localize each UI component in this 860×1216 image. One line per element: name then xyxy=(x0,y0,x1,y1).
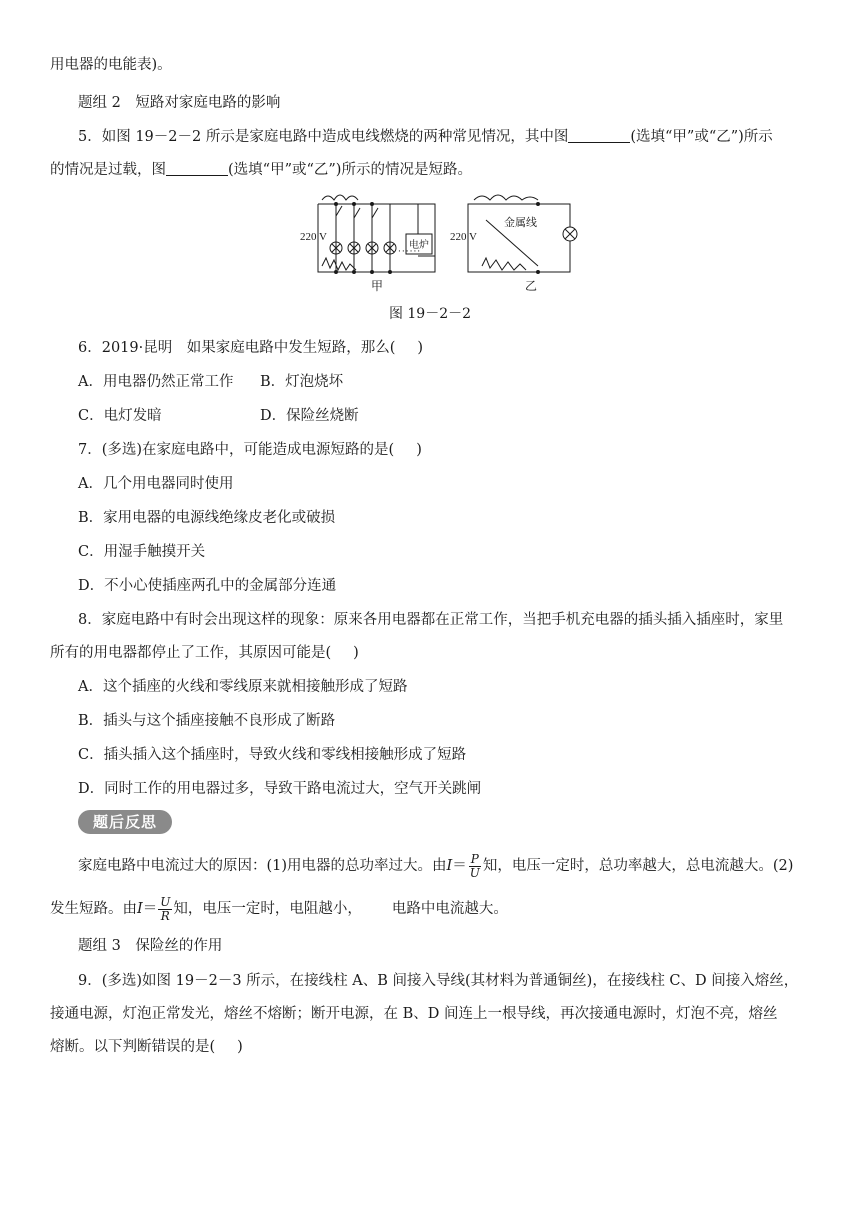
formula-i-1: I xyxy=(446,858,453,874)
fraction-u-over-r xyxy=(158,896,172,923)
figure-caption: 图 19－2－2 xyxy=(388,306,472,322)
q5-line2 xyxy=(50,160,472,180)
q5-text-c: 的情况是过载，图 xyxy=(50,162,166,178)
q9-line2: 接通电源，灯泡正常发光，熔丝不熔断；断开电源，在 B、D 间连上一根导线，再次接通电源时，灯泡不亮，熔丝 xyxy=(50,1006,778,1022)
yi-label: 乙 xyxy=(525,279,538,293)
q5-text-b: (选填“甲”或“乙”)所示 xyxy=(630,129,773,145)
reflection-line1 xyxy=(78,852,793,880)
group3-title: 题组 3 保险丝的作用 xyxy=(78,938,223,954)
fraction-denominator-u: U xyxy=(469,865,480,880)
q7-option-a[interactable]: A．几个用电器同时使用 xyxy=(78,476,234,492)
q8-line1: 8．家庭电路中有时会出现这样的现象：原来各用电器都在正常工作，当把手机充电器的插头插入插座时，家里 xyxy=(78,612,784,628)
q8-option-d[interactable]: D．同时工作的用电器过多，导致干路电流过大，空气开关跳闸 xyxy=(78,781,482,797)
reflection-line2 xyxy=(50,895,508,923)
q6-option-d[interactable]: D．保险丝烧断 xyxy=(260,408,359,424)
q9-stem-text: 熔断。以下判断错误的是( xyxy=(50,1039,216,1055)
reflection-badge: 题后反思 xyxy=(78,810,172,834)
q6-stem-end: ) xyxy=(417,340,424,356)
q9-line3 xyxy=(50,1037,243,1057)
q5-line1 xyxy=(78,127,773,147)
q6-stem xyxy=(78,338,423,358)
yi-voltage: 220 V xyxy=(450,231,477,243)
q5-text-a: 5．如图 19－2－2 所示是家庭电路中造成电线燃烧的两种常见情况，其中图 xyxy=(78,129,569,145)
group2-title: 题组 2 短路对家庭电路的影响 xyxy=(78,95,281,111)
q6-option-b[interactable]: B．灯泡烧坏 xyxy=(260,374,344,390)
reflection-text-2c: 电路中电流越大。 xyxy=(391,901,508,917)
q7-option-d[interactable]: D．不小心使插座两孔中的金属部分连通 xyxy=(78,578,337,594)
yi-frame xyxy=(468,204,570,272)
q6-option-c[interactable]: C．电灯发暗 xyxy=(78,408,162,424)
q6-option-a[interactable]: A．用电器仍然正常工作 xyxy=(78,374,234,390)
q8-option-c[interactable]: C．插头插入这个插座时，导致火线和零线相接触形成了短路 xyxy=(78,747,467,763)
reflection-text-1a: 家庭电路中电流过大的原因：(1)用电器的总功率过大。由 xyxy=(78,858,447,874)
reflection-text-1b: 知，电压一定时，总功率越大，总电流越大。(2) xyxy=(482,858,794,874)
fraction-numerator-p: P xyxy=(470,851,479,866)
q7-stem-text: 7．(多选)在家庭电路中，可能造成电源短路的是( xyxy=(78,442,395,458)
q5-blank-1[interactable] xyxy=(568,128,630,143)
q9-stem-end: ) xyxy=(237,1039,243,1055)
reflection-text-2b: 知，电压一定时，电阻越小， xyxy=(173,901,362,917)
jia-voltage: 220 V xyxy=(300,231,327,243)
q8-option-b[interactable]: B．插头与这个插座接触不良形成了断路 xyxy=(78,713,336,729)
fraction-denominator-r: R xyxy=(160,908,170,923)
stove-label: 电炉 xyxy=(409,240,429,251)
q5-blank-2[interactable] xyxy=(166,161,228,176)
q6-stem-text: 6．2019·昆明 如果家庭电路中发生短路，那么( xyxy=(78,340,396,356)
fraction-numerator-u: U xyxy=(160,894,171,909)
q5-text-d: (选填“甲”或“乙”)所示的情况是短路。 xyxy=(228,162,472,178)
q9-line1: 9．(多选)如图 19－2－3 所示，在接线柱 A、B 间接入导线(其材料为普通铜丝)，在接线柱 C、D 间接入熔丝， xyxy=(78,973,799,989)
reflection-text-2a: 发生短路。由 xyxy=(50,901,137,917)
formula-eq-1: ＝ xyxy=(452,858,467,874)
q8-stem-end: ) xyxy=(353,645,359,661)
q8-line2 xyxy=(50,643,359,663)
svg-text:······: ······ xyxy=(398,247,422,257)
q7-option-c[interactable]: C．用湿手触摸开关 xyxy=(78,544,206,560)
q8-option-a[interactable]: A．这个插座的火线和零线原来就相接触形成了短路 xyxy=(78,679,408,695)
circuit-figure xyxy=(300,186,590,296)
q7-option-b[interactable]: B．家用电器的电源线绝缘皮老化或破损 xyxy=(78,510,336,526)
jia-label: 甲 xyxy=(371,279,384,293)
formula-i-2: I xyxy=(137,901,143,917)
metal-wire-label: 金属线 xyxy=(504,216,537,229)
formula-eq-2: ＝ xyxy=(142,901,158,917)
q8-stem-text: 所有的用电器都停止了工作，其原因可能是( xyxy=(50,645,332,661)
q7-stem-end: ) xyxy=(416,442,422,458)
q7-stem xyxy=(78,440,422,460)
fraction-p-over-u xyxy=(468,853,482,880)
intro-tail: 用电器的电能表)。 xyxy=(50,57,172,73)
